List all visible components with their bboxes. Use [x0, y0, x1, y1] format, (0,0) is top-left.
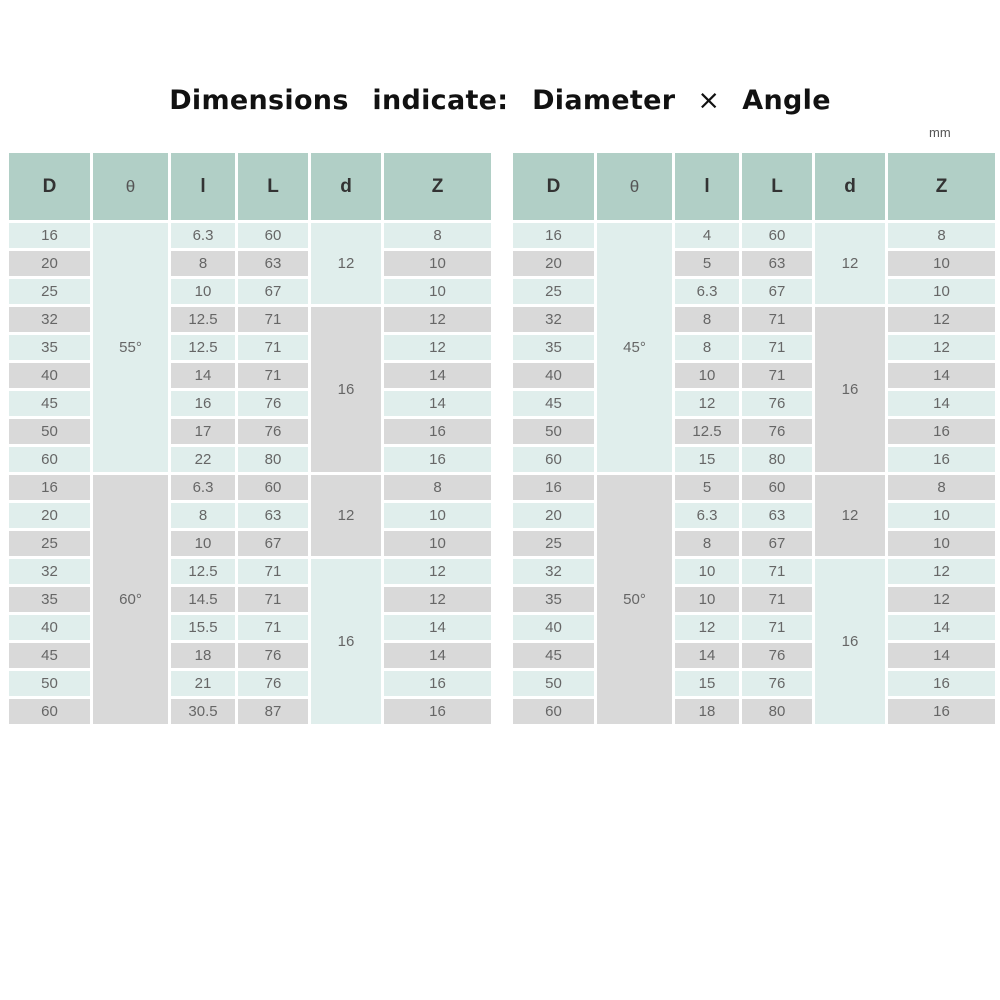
cell-l: 22 — [171, 447, 235, 472]
header-d: d — [311, 153, 381, 220]
cell-Z: 14 — [384, 391, 491, 416]
cell-l: 18 — [675, 699, 739, 724]
title-right: Angle — [742, 84, 831, 116]
cell-l: 8 — [675, 531, 739, 556]
cell-D: 45 — [9, 391, 90, 416]
table-row — [513, 419, 995, 444]
table-row — [9, 699, 491, 724]
cell-L: 71 — [742, 307, 812, 332]
cell-L: 71 — [238, 307, 308, 332]
cell-L: 87 — [238, 699, 308, 724]
cell-D: 45 — [513, 643, 594, 668]
cell-angle: 45° — [597, 223, 672, 472]
cell-D: 35 — [9, 587, 90, 612]
cell-d: 16 — [815, 307, 885, 472]
cell-Z: 10 — [888, 531, 995, 556]
cell-D: 60 — [513, 699, 594, 724]
table-row — [513, 279, 995, 304]
cell-D: 25 — [513, 279, 594, 304]
cell-l: 15 — [675, 671, 739, 696]
cell-L: 76 — [742, 643, 812, 668]
cell-L: 60 — [238, 475, 308, 500]
cell-l: 12.5 — [171, 335, 235, 360]
cell-Z: 10 — [888, 279, 995, 304]
header-L: L — [238, 153, 308, 220]
cell-D: 40 — [513, 363, 594, 388]
cell-Z: 16 — [384, 699, 491, 724]
cell-l: 6.3 — [171, 475, 235, 500]
cell-Z: 14 — [888, 363, 995, 388]
cell-D: 20 — [513, 251, 594, 276]
cell-l: 30.5 — [171, 699, 235, 724]
cell-Z: 12 — [384, 335, 491, 360]
cell-L: 71 — [238, 335, 308, 360]
header-theta: θ — [93, 153, 168, 220]
page-title — [0, 78, 1000, 122]
cell-Z: 8 — [888, 475, 995, 500]
cell-Z: 8 — [384, 475, 491, 500]
times-sign: × — [697, 84, 721, 116]
header-row — [513, 153, 995, 220]
cell-D: 20 — [9, 251, 90, 276]
cell-Z: 14 — [888, 391, 995, 416]
cell-Z: 10 — [384, 531, 491, 556]
table-row — [513, 251, 995, 276]
cell-L: 76 — [742, 671, 812, 696]
cell-Z: 14 — [888, 615, 995, 640]
table-row — [9, 363, 491, 388]
cell-Z: 12 — [888, 335, 995, 360]
cell-l: 17 — [171, 419, 235, 444]
table-row — [513, 699, 995, 724]
cell-l: 15.5 — [171, 615, 235, 640]
cell-d: 16 — [311, 559, 381, 724]
cell-L: 71 — [742, 335, 812, 360]
cell-Z: 12 — [888, 307, 995, 332]
cell-l: 12.5 — [171, 307, 235, 332]
cell-l: 12.5 — [171, 559, 235, 584]
cell-L: 80 — [742, 447, 812, 472]
cell-l: 5 — [675, 251, 739, 276]
cell-L: 76 — [742, 391, 812, 416]
table-row — [9, 419, 491, 444]
cell-D: 16 — [9, 223, 90, 248]
cell-L: 76 — [238, 391, 308, 416]
cell-l: 12 — [675, 391, 739, 416]
header-d: d — [815, 153, 885, 220]
cell-L: 67 — [742, 531, 812, 556]
cell-L: 63 — [238, 251, 308, 276]
cell-Z: 14 — [888, 643, 995, 668]
cell-Z: 16 — [888, 419, 995, 444]
cell-d: 12 — [311, 475, 381, 556]
cell-l: 16 — [171, 391, 235, 416]
table-row — [9, 587, 491, 612]
table-row — [513, 559, 995, 584]
cell-L: 67 — [238, 531, 308, 556]
table-row — [513, 391, 995, 416]
table-body — [9, 223, 491, 724]
table-row — [9, 391, 491, 416]
cell-l: 21 — [171, 671, 235, 696]
cell-L: 63 — [742, 503, 812, 528]
cell-L: 76 — [238, 671, 308, 696]
table-row — [513, 503, 995, 528]
cell-l: 12 — [675, 615, 739, 640]
cell-D: 35 — [513, 335, 594, 360]
cell-d: 12 — [311, 223, 381, 304]
cell-l: 8 — [171, 251, 235, 276]
cell-Z: 14 — [384, 643, 491, 668]
cell-angle: 60° — [93, 475, 168, 724]
cell-d: 16 — [815, 559, 885, 724]
table-row — [9, 503, 491, 528]
cell-Z: 10 — [888, 251, 995, 276]
table-row — [9, 223, 491, 248]
cell-Z: 16 — [888, 699, 995, 724]
cell-Z: 10 — [888, 503, 995, 528]
cell-angle: 55° — [93, 223, 168, 472]
cell-L: 76 — [238, 643, 308, 668]
cell-D: 25 — [9, 279, 90, 304]
cell-L: 60 — [238, 223, 308, 248]
title-left: Dimensions indicate: Diameter — [169, 84, 676, 116]
cell-l: 18 — [171, 643, 235, 668]
cell-Z: 10 — [384, 251, 491, 276]
table-row — [513, 475, 995, 500]
cell-D: 25 — [513, 531, 594, 556]
cell-Z: 16 — [384, 447, 491, 472]
cell-l: 14 — [675, 643, 739, 668]
cell-L: 71 — [742, 559, 812, 584]
cell-D: 50 — [9, 671, 90, 696]
cell-L: 80 — [238, 447, 308, 472]
cell-D: 45 — [9, 643, 90, 668]
cell-Z: 14 — [384, 615, 491, 640]
cell-l: 10 — [171, 279, 235, 304]
cell-L: 71 — [238, 587, 308, 612]
cell-D: 35 — [513, 587, 594, 612]
table-row — [9, 531, 491, 556]
cell-L: 71 — [238, 559, 308, 584]
cell-l: 15 — [675, 447, 739, 472]
cell-l: 5 — [675, 475, 739, 500]
table-row — [9, 475, 491, 500]
cell-l: 10 — [675, 559, 739, 584]
cell-d: 12 — [815, 475, 885, 556]
table-row — [513, 587, 995, 612]
cell-D: 40 — [9, 363, 90, 388]
cell-L: 76 — [742, 419, 812, 444]
cell-l: 10 — [171, 531, 235, 556]
cell-l: 6.3 — [675, 279, 739, 304]
cell-D: 40 — [9, 615, 90, 640]
cell-d: 16 — [311, 307, 381, 472]
table-row — [9, 447, 491, 472]
cell-D: 25 — [9, 531, 90, 556]
cell-l: 6.3 — [171, 223, 235, 248]
cell-D: 20 — [9, 503, 90, 528]
table-row — [9, 643, 491, 668]
table-row — [513, 307, 995, 332]
table-row — [513, 615, 995, 640]
cell-L: 71 — [742, 587, 812, 612]
cell-D: 35 — [9, 335, 90, 360]
cell-L: 60 — [742, 475, 812, 500]
table-row — [513, 671, 995, 696]
cell-D: 32 — [513, 307, 594, 332]
header-l-small: l — [675, 153, 739, 220]
table-row — [9, 559, 491, 584]
cell-D: 50 — [513, 419, 594, 444]
cell-Z: 8 — [888, 223, 995, 248]
cell-D: 45 — [513, 391, 594, 416]
cell-D: 20 — [513, 503, 594, 528]
cell-d: 12 — [815, 223, 885, 304]
spec-table-left — [6, 150, 494, 727]
header-row — [9, 153, 491, 220]
table-row — [513, 531, 995, 556]
cell-L: 71 — [238, 363, 308, 388]
cell-Z: 16 — [888, 447, 995, 472]
cell-L: 67 — [742, 279, 812, 304]
cell-L: 63 — [742, 251, 812, 276]
cell-l: 4 — [675, 223, 739, 248]
cell-D: 32 — [9, 307, 90, 332]
cell-l: 12.5 — [675, 419, 739, 444]
unit-label: mm — [929, 125, 951, 140]
table-body — [513, 223, 995, 724]
cell-D: 60 — [9, 699, 90, 724]
cell-Z: 12 — [888, 559, 995, 584]
cell-D: 16 — [9, 475, 90, 500]
table-row — [9, 671, 491, 696]
cell-l: 8 — [675, 307, 739, 332]
table-row — [513, 447, 995, 472]
cell-L: 71 — [238, 615, 308, 640]
cell-D: 32 — [513, 559, 594, 584]
cell-Z: 8 — [384, 223, 491, 248]
cell-l: 8 — [171, 503, 235, 528]
cell-D: 32 — [9, 559, 90, 584]
header-Z: Z — [384, 153, 491, 220]
cell-angle: 50° — [597, 475, 672, 724]
cell-l: 10 — [675, 587, 739, 612]
cell-Z: 10 — [384, 279, 491, 304]
cell-Z: 16 — [384, 419, 491, 444]
spec-table-right — [510, 150, 998, 727]
cell-Z: 12 — [384, 559, 491, 584]
header-Z: Z — [888, 153, 995, 220]
cell-D: 50 — [513, 671, 594, 696]
cell-L: 60 — [742, 223, 812, 248]
cell-L: 80 — [742, 699, 812, 724]
header-l-small: l — [171, 153, 235, 220]
cell-l: 8 — [675, 335, 739, 360]
cell-l: 14 — [171, 363, 235, 388]
cell-l: 14.5 — [171, 587, 235, 612]
table-row — [9, 615, 491, 640]
cell-Z: 14 — [384, 363, 491, 388]
cell-D: 60 — [513, 447, 594, 472]
table-row — [513, 643, 995, 668]
header-D: D — [9, 153, 90, 220]
table-row — [9, 251, 491, 276]
cell-L: 71 — [742, 363, 812, 388]
cell-Z: 12 — [888, 587, 995, 612]
cell-D: 60 — [9, 447, 90, 472]
header-L: L — [742, 153, 812, 220]
cell-D: 16 — [513, 223, 594, 248]
header-theta: θ — [597, 153, 672, 220]
cell-L: 67 — [238, 279, 308, 304]
cell-L: 63 — [238, 503, 308, 528]
cell-Z: 12 — [384, 587, 491, 612]
cell-Z: 12 — [384, 307, 491, 332]
header-D: D — [513, 153, 594, 220]
cell-l: 10 — [675, 363, 739, 388]
cell-D: 16 — [513, 475, 594, 500]
cell-l: 6.3 — [675, 503, 739, 528]
cell-Z: 10 — [384, 503, 491, 528]
cell-D: 40 — [513, 615, 594, 640]
cell-Z: 16 — [888, 671, 995, 696]
table-row — [9, 307, 491, 332]
table-row — [9, 335, 491, 360]
table-row — [513, 223, 995, 248]
table-row — [513, 335, 995, 360]
cell-L: 76 — [238, 419, 308, 444]
table-row — [9, 279, 491, 304]
cell-L: 71 — [742, 615, 812, 640]
cell-Z: 16 — [384, 671, 491, 696]
cell-D: 50 — [9, 419, 90, 444]
table-row — [513, 363, 995, 388]
